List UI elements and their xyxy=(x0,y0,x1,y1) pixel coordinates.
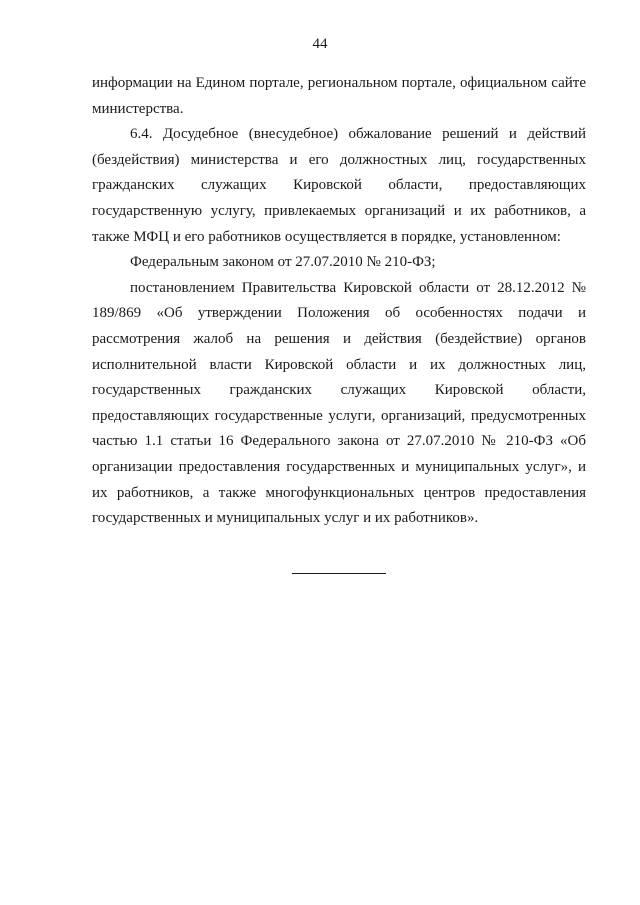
paragraph-regional-resolution: постановлением Правительства Кировской области от 28.12.2012 № 189/869 «Об утверждении Положения об особенностях подачи и рассмотрения жалоб на решения и действия (бездействие) органов исполнительной власти Кировской области и их должностных лиц, государственных гражданских служащих Кировской области, предоставляющих государственные услуги, организаций, предусмотренных частью 1.1 статьи 16 Федерального закона от 27.07.2010 № 210-ФЗ «Об организации предоставления государственных и муниципальных услуг», и их работников, а также многофункциональных центров предоставления государственных и муниципальных услуг и их работников». xyxy=(92,279,586,527)
paragraph-federal-law: Федеральным законом от 27.07.2010 № 210-ФЗ; xyxy=(130,254,436,271)
page-number: 44 xyxy=(312,36,328,52)
paragraph-continuation: информации на Едином портале, региональном портале, официальном сайте министерства. xyxy=(92,75,586,117)
paragraph-6-4: 6.4. Досудебное (внесудебное) обжалование решений и действий (бездействия) министерства и его должностных лиц, государственных гражданских служащих Кировской области, предоставляющих государственную услугу, привлекаемых организаций и их работников, а также МФЦ и его работников осуществляется в порядке, установленном: xyxy=(92,126,586,245)
document-body xyxy=(92,71,586,532)
end-divider-line xyxy=(292,573,386,574)
